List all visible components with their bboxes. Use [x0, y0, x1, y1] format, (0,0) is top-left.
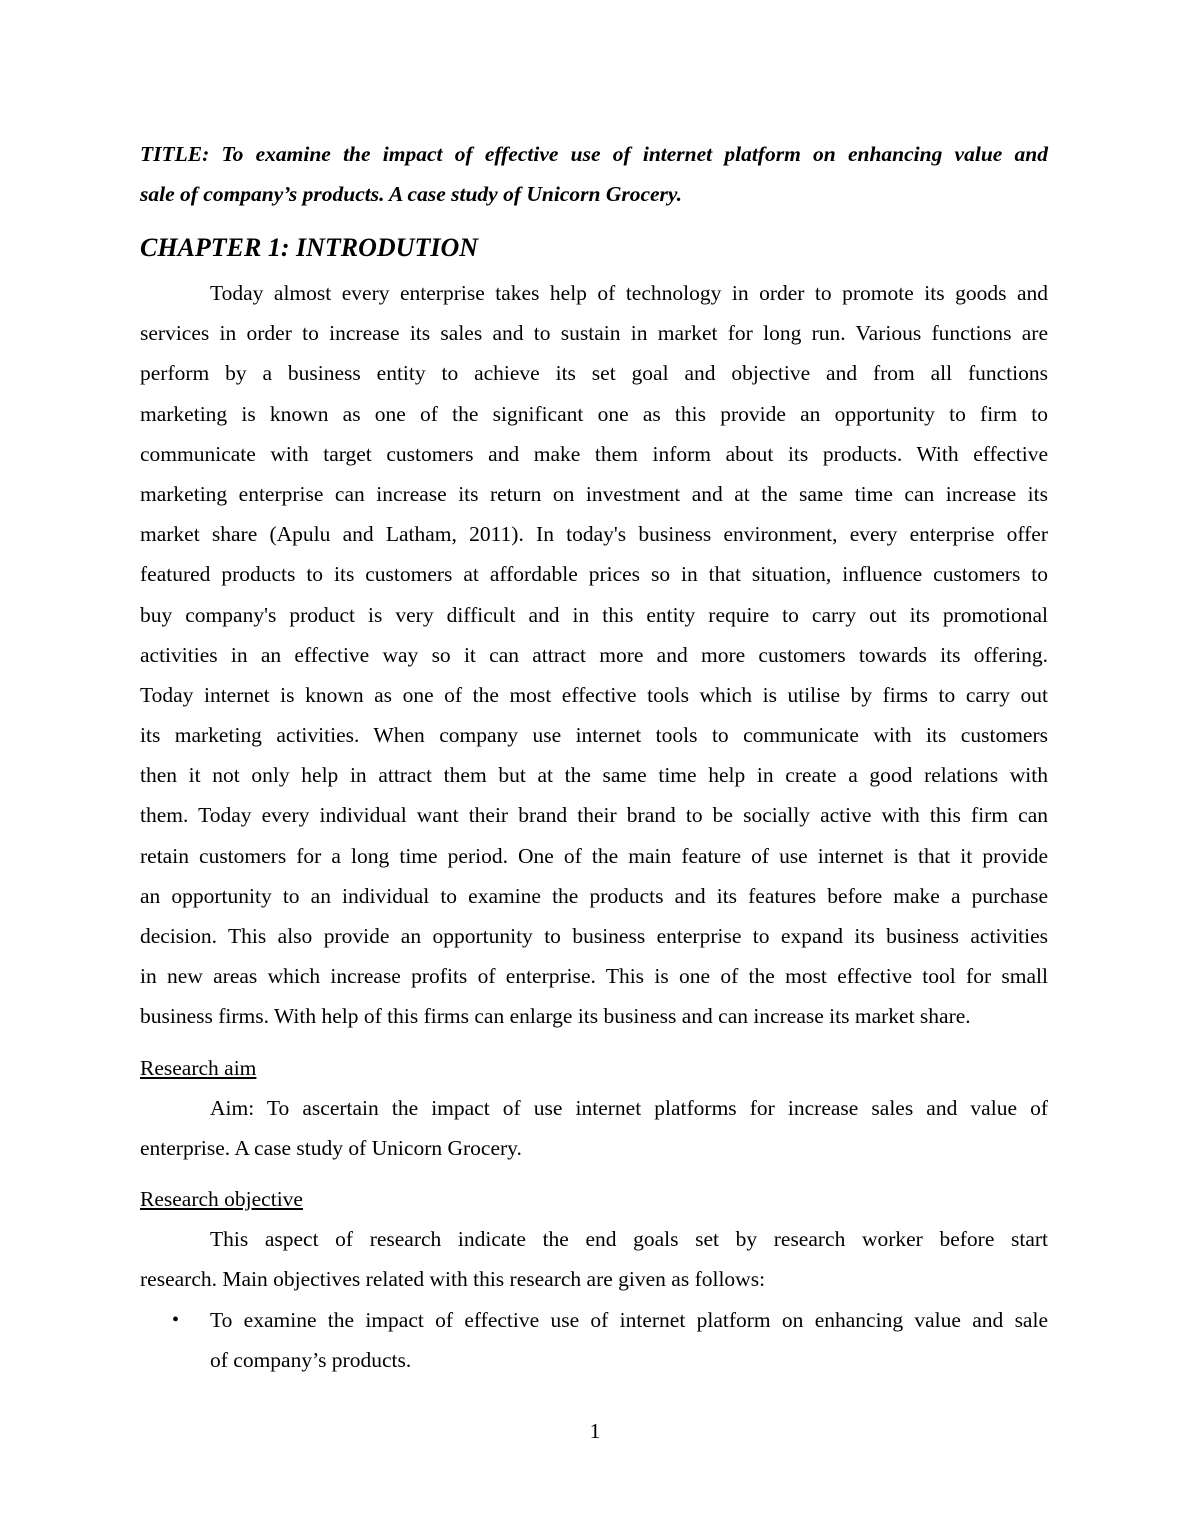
paragraph-line: This aspect of research indicate the end goals set by research worker before start [210, 1227, 1048, 1251]
paragraph-line: them. Today every individual want their brand their brand to be socially active with this firm can [140, 803, 1048, 828]
paragraph-line: Aim: To ascertain the impact of use internet platforms for increase sales and value of [210, 1096, 1048, 1120]
paragraph-line: services in order to increase its sales and to sustain in market for long run. Various functions are [140, 321, 1048, 346]
bullet-line: To examine the impact of effective use of internet platform on enhancing value and sale [210, 1308, 1048, 1332]
title-line: TITLE: To examine the impact of effective use of internet platform on enhancing value and [140, 142, 1048, 166]
paragraph-line: marketing is known as one of the significant one as this provide an opportunity to firm to [140, 401, 1048, 426]
paragraph-line: buy company's product is very difficult and in this entity require to carry out its promotional [140, 602, 1048, 627]
paragraph-line: marketing enterprise can increase its return on investment and at the same time can increase its [140, 481, 1048, 506]
paragraph-line: communicate with target customers and make them inform about its products. With effective [140, 441, 1048, 466]
paragraph-line: Today internet is known as one of the most effective tools which is utilise by firms to carry out [140, 682, 1048, 707]
chapter-heading: CHAPTER 1: INTRODUTION [140, 233, 479, 262]
paragraph-line: Today almost every enterprise takes help of technology in order to promote its goods and [210, 281, 1048, 305]
intro-paragraph [140, 273, 1048, 1037]
page-number: 1 [589, 1419, 601, 1443]
paragraph-line: market share (Apulu and Latham, 2011). In today's business environment, every enterprise offer [140, 522, 1048, 547]
paragraph-line: enterprise. A case study of Unicorn Grocery. [140, 1136, 522, 1161]
paragraph-line: decision. This also provide an opportunity to business enterprise to expand its business activities [140, 924, 1048, 948]
objective-bullet-item [210, 1300, 1048, 1380]
paragraph-line: its marketing activities. When company use internet tools to communicate with its customers [140, 723, 1048, 748]
bullet-icon: • [172, 1309, 180, 1331]
bullet-line: of company’s products. [210, 1348, 412, 1373]
paragraph-line: business firms. With help of this firms can enlarge its business and can increase its market share. [140, 1004, 971, 1029]
paragraph-line: research. Main objectives related with this research are given as follows: [140, 1267, 766, 1292]
paragraph-line: then it not only help in attract them but at the same time help in create a good relations with [140, 763, 1048, 788]
research-objective-paragraph [140, 1219, 1048, 1299]
research-aim-paragraph [140, 1088, 1048, 1168]
paragraph-line: in new areas which increase profits of enterprise. This is one of the most effective tool for small [140, 964, 1048, 989]
paragraph-line: featured products to its customers at affordable prices so in that situation, influence customers to [140, 562, 1048, 587]
paragraph-line: perform by a business entity to achieve its set goal and objective and from all functions [140, 361, 1048, 386]
paragraph-line: an opportunity to an individual to examine the products and its features before make a purchase [140, 883, 1048, 908]
paragraph-line: activities in an effective way so it can attract more and more customers towards its offering. [140, 642, 1048, 667]
title-line: sale of company’s products. A case study of Unicorn Grocery. [140, 182, 683, 207]
document-title [140, 134, 1048, 214]
research-aim-heading: Research aim [140, 1056, 257, 1080]
paragraph-line: retain customers for a long time period. One of the main feature of use internet is that it provide [140, 843, 1048, 868]
research-objective-heading: Research objective [140, 1187, 303, 1211]
